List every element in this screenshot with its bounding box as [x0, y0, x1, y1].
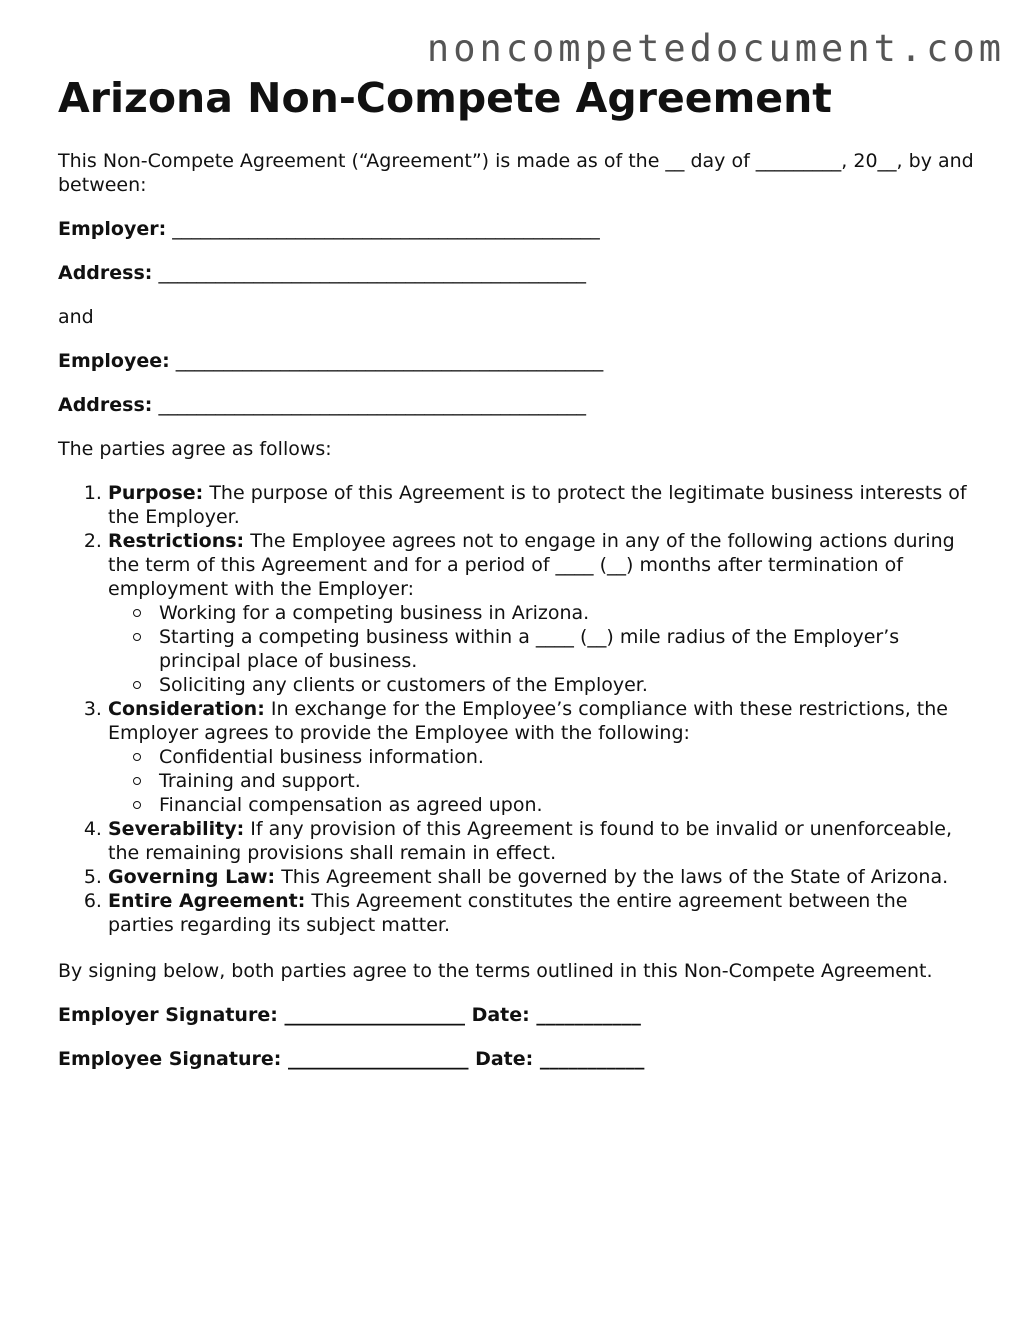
employer-signature-label: Employer Signature:	[58, 1004, 278, 1026]
term-title: Restrictions:	[108, 530, 245, 552]
employee-address-label: Address:	[58, 394, 153, 416]
term-text: In exchange for the Employee’s compliance with these restrictions, the Employer agrees to provide the Employee with the following:	[108, 698, 948, 744]
agree-heading: The parties agree as follows:	[58, 438, 332, 460]
employer-signature-line	[58, 1003, 978, 1027]
term-text: The Employee agrees not to engage in any of the following actions during the term of this Agreement and for a period of ____ (__) months after termination of employment with the Employer:	[108, 530, 955, 600]
employee-signature-blank: ___________________	[287, 1048, 469, 1070]
employer-address-label: Address:	[58, 262, 153, 284]
closing-paragraph: By signing below, both parties agree to the terms outlined in this Non-Compete Agreement.	[58, 960, 933, 982]
employer-label: Employer:	[58, 218, 167, 240]
term-title: Governing Law:	[108, 866, 276, 888]
term-text: This Agreement shall be governed by the laws of the State of Arizona.	[281, 866, 949, 888]
employee-label: Employee:	[58, 350, 170, 372]
sub-item: Training and support.	[159, 769, 978, 793]
intro-paragraph: This Non-Compete Agreement (“Agreement”) is made as of the __ day of _________, 20__, by and between:	[58, 150, 974, 196]
employee-signature-label: Employee Signature:	[58, 1048, 282, 1070]
term-purpose	[108, 481, 978, 529]
term-restrictions	[108, 529, 978, 697]
restrictions-sublist	[108, 601, 978, 697]
sub-item: Soliciting any clients or customers of the Employer.	[159, 673, 978, 697]
sub-item: Working for a competing business in Arizona.	[159, 601, 978, 625]
employer-date-blank: ___________	[536, 1004, 641, 1026]
term-severability	[108, 817, 978, 865]
employee-blank: _____________________________________________	[175, 350, 604, 372]
watermark: noncompetedocument.com	[426, 27, 1005, 70]
employer-field	[58, 217, 978, 241]
employer-signature-blank: ___________________	[284, 1004, 465, 1026]
employer-blank: _____________________________________________	[172, 218, 600, 240]
term-entire-agreement	[108, 889, 978, 937]
term-title: Purpose:	[108, 482, 204, 504]
term-text: If any provision of this Agreement is found to be invalid or unenforceable, the remaining provisions shall remain in effect.	[108, 818, 953, 864]
employer-address-field	[58, 261, 978, 285]
sub-item: Confidential business information.	[159, 745, 978, 769]
employee-signature-line	[58, 1047, 978, 1071]
term-text: This Agreement constitutes the entire agreement between the parties regarding its subject matter.	[108, 890, 908, 936]
employee-address-field	[58, 393, 978, 417]
employer-address-blank: _____________________________________________	[158, 262, 586, 284]
term-governing-law	[108, 865, 978, 889]
employee-date-label: Date:	[475, 1048, 534, 1070]
term-consideration	[108, 697, 978, 817]
terms-list	[58, 481, 978, 937]
term-text: The purpose of this Agreement is to protect the legitimate business interests of the Employer.	[108, 482, 967, 528]
term-title: Consideration:	[108, 698, 265, 720]
term-title: Severability:	[108, 818, 245, 840]
consideration-sublist	[108, 745, 978, 817]
sub-item: Financial compensation as agreed upon.	[159, 793, 978, 817]
document-title: Arizona Non-Compete Agreement	[58, 74, 832, 122]
employee-date-blank: ___________	[539, 1048, 645, 1070]
employee-address-blank: _____________________________________________	[158, 394, 586, 416]
and-text: and	[58, 306, 94, 328]
document-page	[58, 72, 978, 1071]
sub-item: Starting a competing business within a ____ (__) mile radius of the Employer’s principal place of business.	[159, 625, 978, 673]
employer-date-label: Date:	[471, 1004, 530, 1026]
employee-field	[58, 349, 978, 373]
term-title: Entire Agreement:	[108, 890, 306, 912]
